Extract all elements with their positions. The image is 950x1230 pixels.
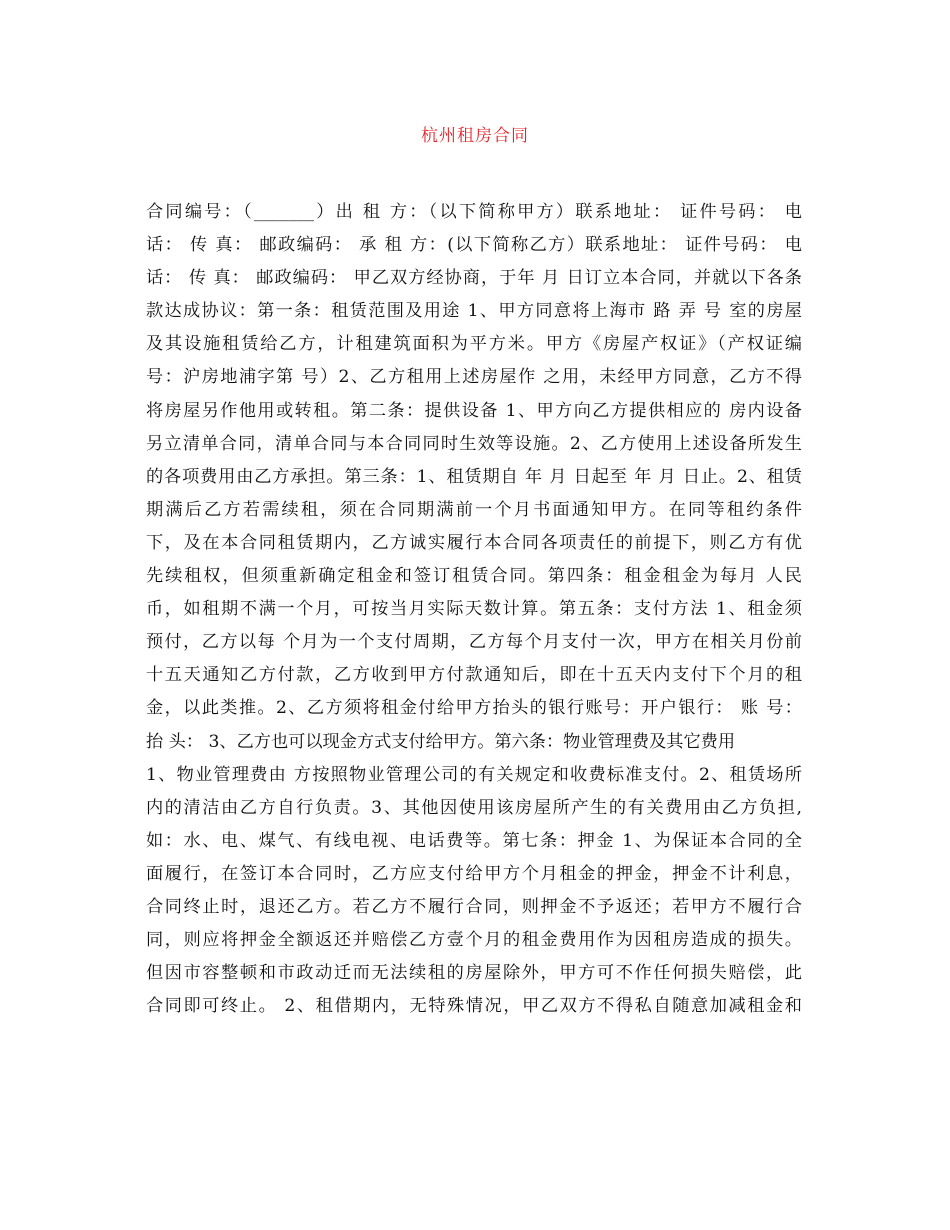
contract-body [146, 196, 802, 1023]
body-line: 合同即可终止。 2、租借期内，无特殊情况，甲乙双方不得私自随意加减租金和 [146, 996, 802, 1017]
body-line: 但因市容整顿和市政动迁而无法续租的房屋除外，甲方可不作任何损失赔偿，此 [146, 963, 802, 984]
body-line: 期满后乙方若需续租，须在合同期满前一个月书面通知甲方。在同等租约条件 [146, 499, 802, 520]
body-line: 款达成协议：第一条：租赁范围及用途 1、甲方同意将上海市 路 弄 号 室的房屋 [146, 301, 802, 322]
body-line: 金，以此类推。2、乙方须将租金付给甲方抬头的银行账号：开户银行： 账 号： [146, 698, 802, 719]
body-line: 另立清单合同，清单合同与本合同同时生效等设施。2、乙方使用上述设备所发生 [146, 433, 802, 454]
body-line: 合同编号：（_______）出 租 方：（以下简称甲方）联系地址： 证件号码： 电 [146, 202, 802, 222]
body-line: 话： 传 真： 邮政编码： 甲乙双方经协商，于年 月 日订立本合同，并就以下各条 [146, 268, 802, 289]
body-line: 先续租权，但须重新确定租金和签订租赁合同。第四条：租金租金为每月 人民 [146, 566, 802, 587]
body-line: 1、物业管理费由 方按照物业管理公司的有关规定和收费标准支付。2、租赁场所 [146, 764, 802, 785]
body-line: 号：沪房地浦字第 号）2、乙方租用上述房屋作 之用，未经甲方同意，乙方不得 [146, 367, 802, 388]
document-title: 杭州租房合同 [421, 126, 529, 146]
body-line: 及其设施租赁给乙方，计租建筑面积为平方米。甲方《房屋产权证》（产权证编 [146, 334, 802, 355]
body-line: 将房屋另作他用或转租。第二条：提供设备 1、甲方向乙方提供相应的 房内设备 [146, 400, 802, 421]
body-line: 合同终止时，退还乙方。若乙方不履行合同，则押金不予返还；若甲方不履行合 [146, 896, 802, 917]
body-line: 内的清洁由乙方自行负责。3、其他因使用该房屋所产生的有关费用由乙方负担, [146, 797, 802, 818]
body-line: 下，及在本合同租赁期内，乙方诚实履行本合同各项责任的前提下，则乙方有优 [146, 532, 802, 553]
body-line: 预付，乙方以每 个月为一个支付周期，乙方每个月支付一次，甲方在相关月份前 [146, 632, 802, 653]
body-line: 如：水、电、煤气、有线电视、电话费等。第七条：押金 1、为保证本合同的全 [146, 830, 802, 851]
body-line: 话： 传 真： 邮政编码： 承 租 方：(以下简称乙方）联系地址： 证件号码： 电 [146, 235, 802, 256]
body-line: 币，如租期不满一个月，可按当月实际天数计算。第五条：支付方法 1、租金须 [146, 599, 802, 620]
body-line: 十五天通知乙方付款，乙方收到甲方付款通知后，即在十五天内支付下个月的租 [146, 665, 802, 686]
body-line: 面履行，在签订本合同时，乙方应支付给甲方个月租金的押金，押金不计利息， [146, 863, 802, 884]
body-line: 同，则应将押金全额返还并赔偿乙方壹个月的租金费用作为因租房造成的损失。 [146, 930, 802, 951]
body-line: 抬 头： 3、乙方也可以现金方式支付给甲方。第六条：物业管理费及其它费用 [146, 731, 736, 752]
body-line: 的各项费用由乙方承担。第三条：1、租赁期自 年 月 日起至 年 月 日止。2、租赁 [146, 466, 802, 487]
